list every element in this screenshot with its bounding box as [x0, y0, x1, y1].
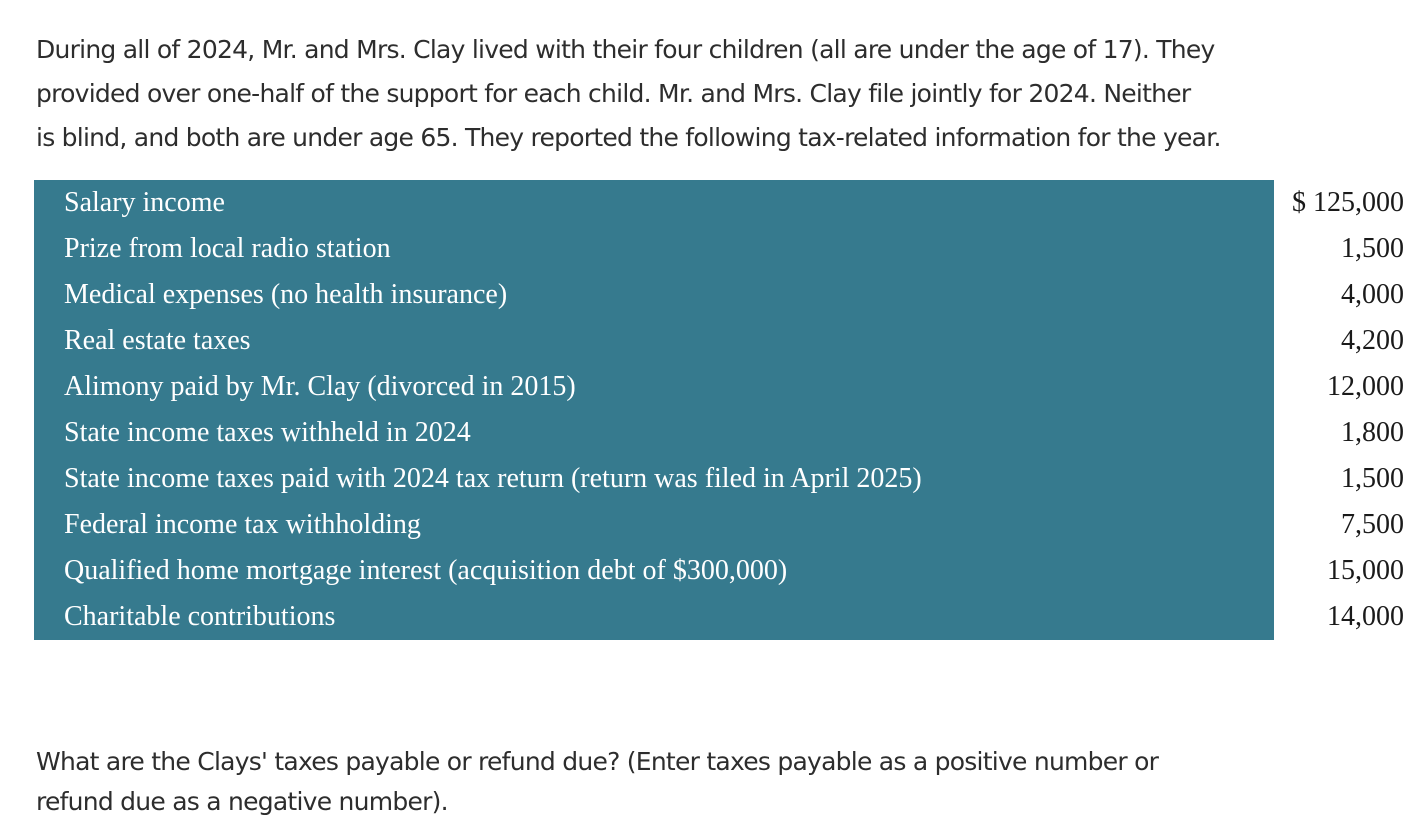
problem-statement-line: provided over one-half of the support for each child. Mr. and Mrs. Clay file jointly for 2024. Neither: [36, 79, 1191, 108]
table-row: [34, 502, 1404, 548]
row-label: Salary income: [64, 187, 225, 218]
row-amount: 15,000: [1327, 555, 1404, 586]
table-row: [34, 226, 1404, 272]
row-amount: 12,000: [1327, 371, 1404, 402]
row-amount: 1,500: [1341, 463, 1404, 494]
table-row: [34, 272, 1404, 318]
row-label: State income taxes withheld in 2024: [64, 417, 471, 448]
row-label: Charitable contributions: [64, 601, 336, 632]
row-amount: 4,000: [1341, 279, 1404, 310]
problem-statement: [36, 28, 1416, 160]
row-amount: 1,800: [1341, 417, 1404, 448]
question-prompt: [36, 742, 1376, 822]
table-row: [34, 180, 1404, 226]
table-row: [34, 548, 1404, 594]
problem-statement-line: is blind, and both are under age 65. They reported the following tax-related information for the year.: [36, 123, 1221, 152]
row-label: Alimony paid by Mr. Clay (divorced in 2015): [64, 371, 576, 402]
row-label: Real estate taxes: [64, 325, 251, 356]
problem-statement-line: During all of 2024, Mr. and Mrs. Clay lived with their four children (all are under the age of 17). They: [36, 35, 1215, 64]
row-amount: 14,000: [1327, 601, 1404, 632]
row-amount: 1,500: [1341, 233, 1404, 264]
row-label: Qualified home mortgage interest (acquisition debt of $300,000): [64, 555, 788, 586]
row-amount: $ 125,000: [1292, 187, 1404, 218]
table-row: [34, 594, 1404, 640]
row-label: Federal income tax withholding: [64, 509, 421, 540]
question-line: refund due as a negative number).: [36, 787, 448, 816]
table-row: [34, 364, 1404, 410]
row-amount: 4,200: [1341, 325, 1404, 356]
table-row: [34, 456, 1404, 502]
row-label: Medical expenses (no health insurance): [64, 279, 508, 310]
table-row: [34, 318, 1404, 364]
tax-information-table: [34, 180, 1404, 640]
row-amount: 7,500: [1341, 509, 1404, 540]
row-label: Prize from local radio station: [64, 233, 391, 264]
question-line: What are the Clays' taxes payable or refund due? (Enter taxes payable as a positive number or: [36, 747, 1159, 776]
table-row: [34, 410, 1404, 456]
row-label: State income taxes paid with 2024 tax return (return was filed in April 2025): [64, 463, 922, 494]
